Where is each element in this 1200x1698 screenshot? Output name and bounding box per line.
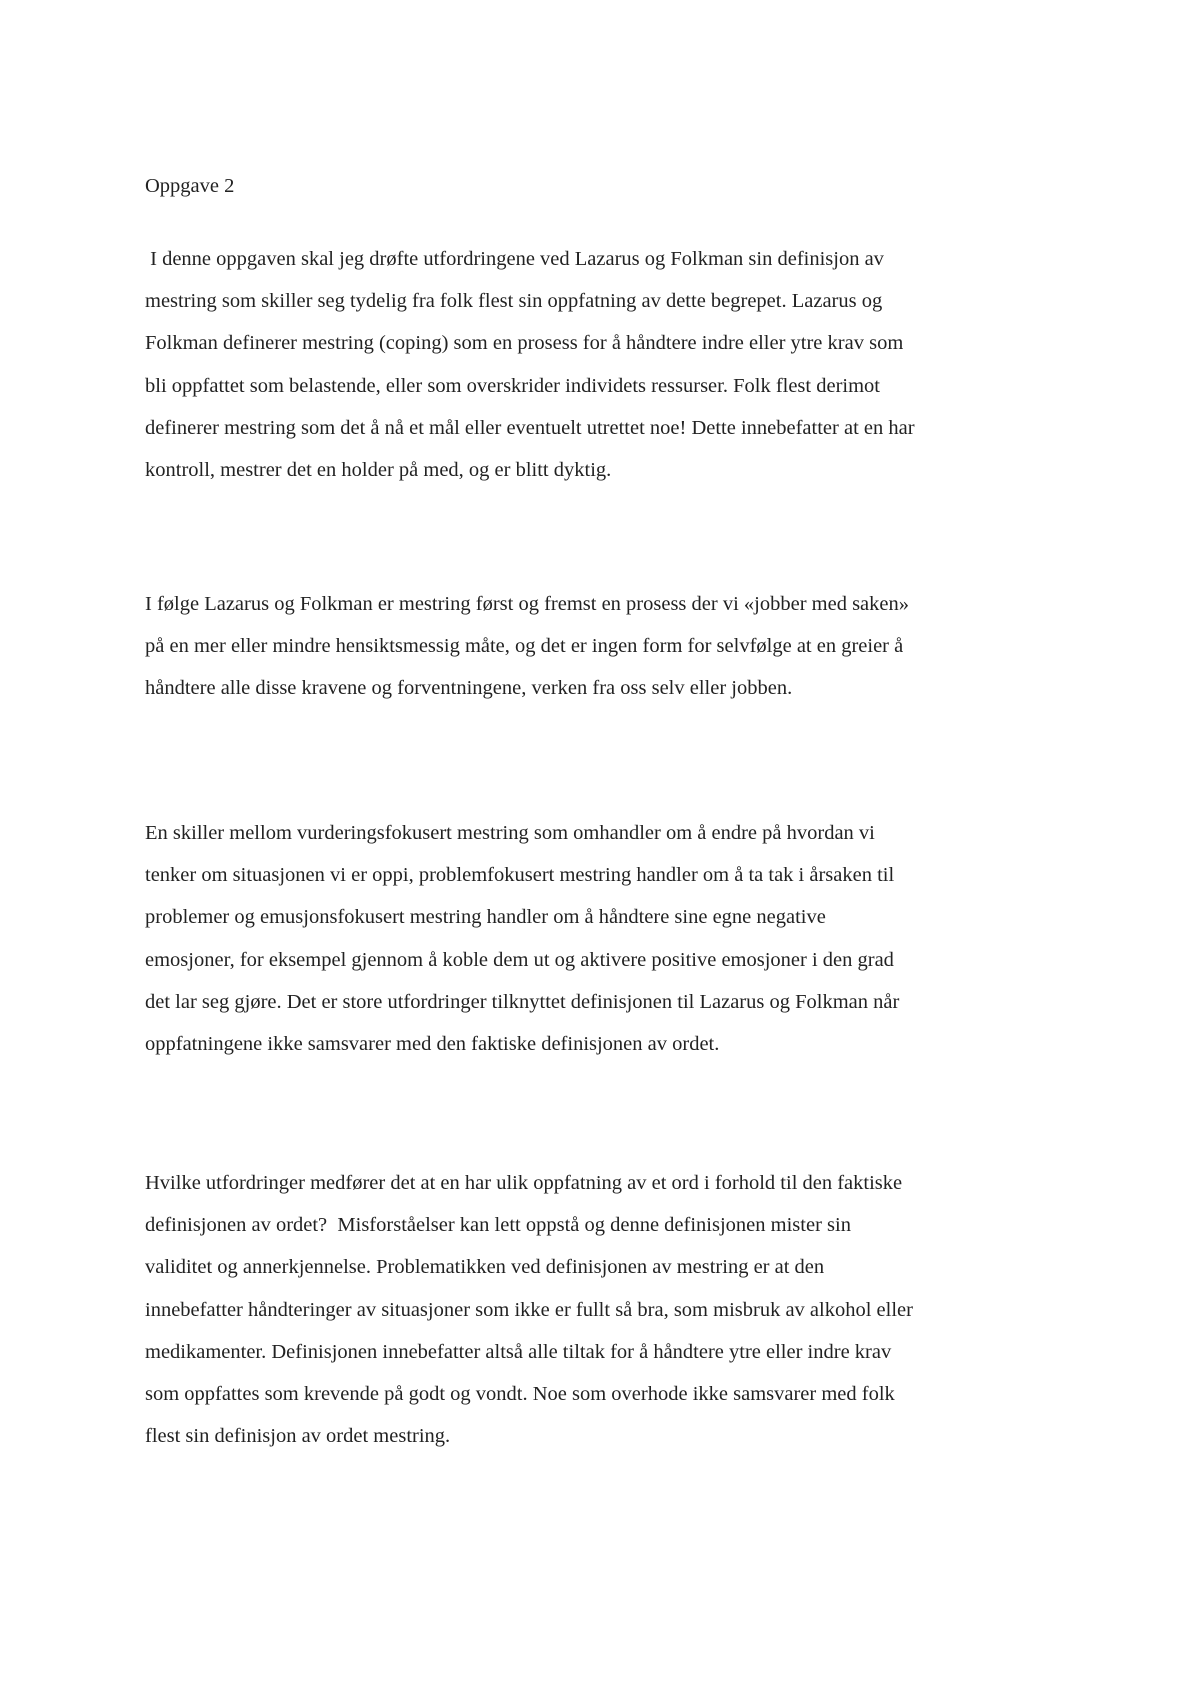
paragraph-1 xyxy=(145,238,1085,491)
paragraph-line: definerer mestring som det å nå et mål eller eventuelt utrettet noe! Dette innebefatter at en har xyxy=(145,416,915,439)
paragraph-line: innebefatter håndteringer av situasjoner som ikke er fullt så bra, som misbruk av alkohol eller xyxy=(145,1298,913,1321)
paragraph-line: bli oppfattet som belastende, eller som overskrider individets ressurser. Folk flest derimot xyxy=(145,374,880,397)
paragraph-line: håndtere alle disse kravene og forventningene, verken fra oss selv eller jobben. xyxy=(145,677,793,700)
document-title: Oppgave 2 xyxy=(145,175,235,197)
paragraph-line: oppfatningene ikke samsvarer med den faktiske definisjonen av ordet. xyxy=(145,1033,720,1056)
paragraph-line: tenker om situasjonen vi er oppi, problemfokusert mestring handler om å ta tak i årsaken til xyxy=(145,864,895,887)
paragraph-line: medikamenter. Definisjonen innebefatter altså alle tiltak for å håndtere ytre eller indre krav xyxy=(145,1340,892,1363)
paragraph-line: En skiller mellom vurderingsfokusert mestring som omhandler om å endre på hvordan vi xyxy=(145,822,875,844)
paragraph-line: kontroll, mestrer det en holder på med, og er blitt dyktig. xyxy=(145,459,612,482)
paragraph-line: problemer og emusjonsfokusert mestring handler om å håndtere sine egne negative xyxy=(145,906,826,929)
paragraph-line: validitet og annerkjennelse. Problematikken ved definisjonen av mestring er at den xyxy=(145,1256,825,1279)
paragraph-line: definisjonen av ordet? Misforståelser kan lett oppstå og denne definisjonen mister sin xyxy=(145,1214,851,1237)
paragraph-line: som oppfattes som krevende på godt og vondt. Noe som overhode ikke samsvarer med folk xyxy=(145,1383,895,1406)
paragraph-3 xyxy=(145,812,1085,1065)
paragraph-4 xyxy=(145,1162,1085,1457)
paragraph-line: I følge Lazarus og Folkman er mestring først og fremst en prosess der vi «jobber med saken» xyxy=(145,593,909,615)
paragraph-2 xyxy=(145,583,1085,710)
paragraph-line: Hvilke utfordringer medfører det at en har ulik oppfatning av et ord i forhold til den faktiske xyxy=(145,1172,903,1194)
paragraph-line: det lar seg gjøre. Det er store utfordringer tilknyttet definisjonen til Lazarus og Folkman når xyxy=(145,990,900,1013)
paragraph-line: mestring som skiller seg tydelig fra folk flest sin oppfatning av dette begrepet. Lazarus og xyxy=(145,290,883,313)
paragraph-line: Folkman definerer mestring (coping) som en prosess for å håndtere indre eller ytre krav som xyxy=(145,332,904,355)
paragraph-line: I denne oppgaven skal jeg drøfte utfordringene ved Lazarus og Folkman sin definisjon av xyxy=(145,248,884,270)
paragraph-line: flest sin definisjon av ordet mestring. xyxy=(145,1425,451,1448)
paragraph-line: på en mer eller mindre hensiktsmessig måte, og det er ingen form for selvfølge at en greier å xyxy=(145,635,904,658)
paragraph-line: emosjoner, for eksempel gjennom å koble dem ut og aktivere positive emosjoner i den grad xyxy=(145,948,894,971)
